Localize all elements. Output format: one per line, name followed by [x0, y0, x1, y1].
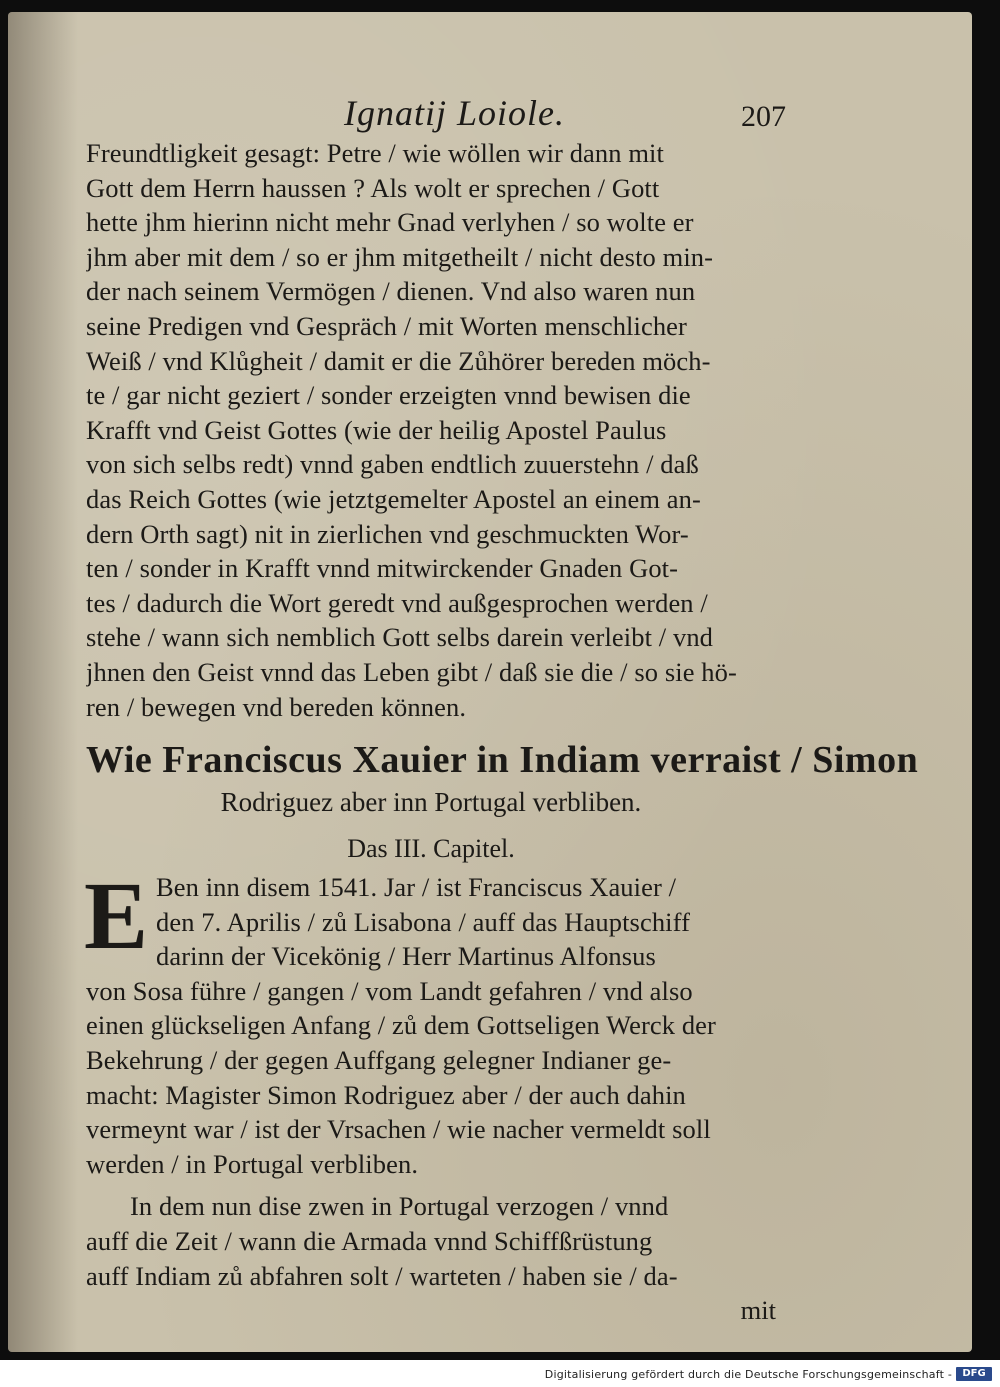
book-page [8, 12, 972, 1352]
paragraph-3 [86, 1189, 776, 1327]
running-head [86, 82, 786, 136]
text-line: das Reich Gottes (wie jetztgemelter Apostel an einem an- [86, 483, 701, 514]
text-line: macht: Magister Simon Rodriguez aber / der auch dahin [86, 1079, 686, 1110]
text-line: stehe / wann sich nemblich Gott selbs darein verleibt / vnd [86, 622, 714, 653]
text-line: seine Predigen vnd Gespräch / mit Worten menschlicher [86, 310, 687, 341]
text-line: Ben inn disem 1541. Jar / ist Franciscus Xauier / [156, 872, 677, 903]
text-line: dern Orth sagt) nit in zierlichen vnd geschmuckten Wor- [86, 518, 689, 549]
text-line: werden / in Portugal verbliben. [86, 1148, 419, 1179]
text-line: Weiß / vnd Klůgheit / damit er die Zůhörer bereden möch- [86, 345, 711, 376]
text-line: von Sosa führe / gangen / vom Landt gefahren / vnd also [86, 975, 693, 1006]
text-line: jhnen den Geist vnnd das Leben gibt / daß sie die / so sie hö- [86, 656, 737, 687]
footer-credit: Digitalisierung gefördert durch die Deutsche Forschungsgemeinschaft - [544, 1368, 952, 1381]
text-line: jhm aber mit dem / so er jhm mitgetheilt / nicht desto min- [86, 241, 714, 272]
text-line: tes / dadurch die Wort geredt vnd außgesprochen werden / [86, 587, 708, 618]
page-number: 207 [741, 100, 786, 133]
text-line: den 7. Aprilis / zů Lisabona / auff das Hauptschiff [156, 906, 691, 937]
dfg-logo: DFG [956, 1367, 992, 1381]
catchword: mit [740, 1295, 776, 1326]
paragraph-1 [86, 136, 776, 724]
text-line: darinn der Vicekönig / Herr Martinus Alfonsus [156, 941, 656, 972]
running-title: Ignatij Loiole. [344, 93, 565, 133]
text-line: einen glückseligen Anfang / zů dem Gottseligen Werck der [86, 1010, 716, 1041]
text-line: ren / bewegen vnd bereden können. [86, 691, 467, 722]
text-block [84, 82, 919, 1328]
chapter-heading [86, 736, 919, 870]
text-line: Krafft vnd Geist Gottes (wie der heilig Apostel Paulus [86, 414, 667, 445]
text-line: der nach seinem Vermögen / dienen. Vnd also waren nun [86, 276, 696, 307]
text-line: ten / sonder in Krafft vnnd mitwirckender Gnaden Got- [86, 553, 679, 584]
text-line: von sich selbs redt) vnnd gaben endtlich zuuerstehn / daß [86, 449, 699, 480]
text-line: Bekehrung / der gegen Auffgang gelegner Indianer ge- [86, 1045, 672, 1076]
text-line: te / gar nicht geziert / sonder erzeigten vnnd bewisen die [86, 380, 691, 411]
text-line: vermeynt war / ist der Vrsachen / wie nacher vermeldt soll [86, 1114, 711, 1145]
text-line: Gott dem Herrn haussen ? Als wolt er sprechen / Gott [86, 172, 660, 203]
gutter-shadow [8, 12, 78, 1352]
text-line: hette jhm hierinn nicht mehr Gnad verlyhen / so wolte er [86, 207, 694, 238]
chapter-title: Wie Franciscus Xauier in Indiam verraist / Simon [86, 739, 919, 782]
chapter-title-continued: Rodriguez aber inn Portugal verbliben. [220, 787, 642, 818]
text-line: auff die Zeit / wann die Armada vnnd Schiffßrüstung [86, 1226, 653, 1257]
drop-initial: E [84, 862, 149, 970]
text-line: Freundtligkeit gesagt: Petre / wie wöllen wir dann mit [86, 138, 664, 168]
text-line: auff Indiam zů abfahren solt / warteten / haben sie / da- [86, 1260, 678, 1291]
paragraph-2 [84, 862, 776, 1181]
footer-bar [0, 1360, 1000, 1387]
chapter-label: Das III. Capitel. [347, 834, 515, 864]
text-line: In dem nun dise zwen in Portugal verzogen / vnnd [130, 1191, 669, 1222]
